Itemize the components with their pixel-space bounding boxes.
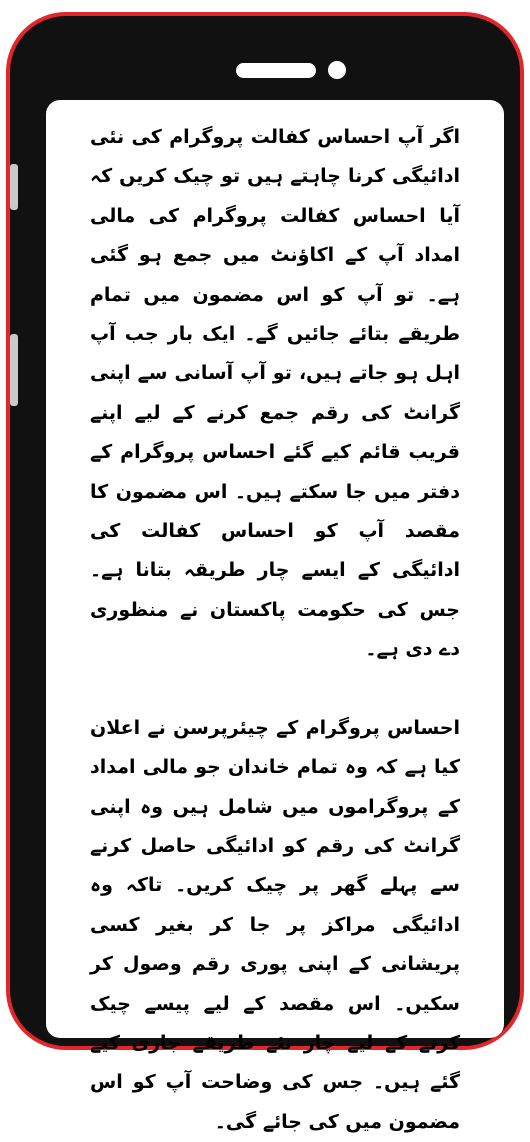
- phone-frame: [6, 12, 524, 1133]
- side-button: [10, 164, 18, 210]
- article-paragraph: احساس پروگرام کے چیئرپرسن نے اعلان کیا ہے کہ وہ تمام خاندان جو مالی امداد کے پروگراموں میں شامل ہیں وہ اپنی گرانٹ کی رقم کو ادائیگی حاصل کرنے سے پہلے گھر پر چیک کریں۔ تاکہ وہ ادائیگی مراکز پر جا کر بغیر کسی پریشانی کے اپنی پوری رقم وصول کر سکیں۔ اس مقصد کے لیے پیسے چیک کرنے کے لیے چار نئے طریقے جاری کیے گئے ہیں۔ جس کی وضاحت آپ کو اس مضمون میں کی جائے گی۔: [90, 716, 460, 1133]
- article-paragraph: اگر آپ احساس کفالت پروگرام کی نئی ادائیگی کرنا چاہتے ہیں تو چیک کریں کہ آیا احساس کفالت پروگرام کی مالی امداد آپ کے اکاؤنٹ میں جمع ہو گئی ہے۔ تو آپ کو اس مضمون میں تمام طریقے بتائے جائیں گے۔ ایک بار جب آپ اہل ہو جاتے ہیں، تو آپ آسانی سے اپنی گرانٹ کی رقم جمع کرنے کے لیے اپنے قریب قائم کیے گئے احساس پروگرام کے دفتر میں جا سکتے ہیں۔ اس مضمون کا مقصد آپ کو احساس کفالت کی ادائیگی کے ایسے چار طریقہ بتانا ہے۔ جس کی حکومت پاکستان نے منظوری دے دی ہے۔: [90, 126, 460, 661]
- speaker-grille: [236, 63, 316, 78]
- article-body: [90, 118, 460, 1142]
- phone-screen: [46, 100, 504, 1133]
- side-button: [10, 334, 18, 406]
- camera-icon: [328, 61, 346, 79]
